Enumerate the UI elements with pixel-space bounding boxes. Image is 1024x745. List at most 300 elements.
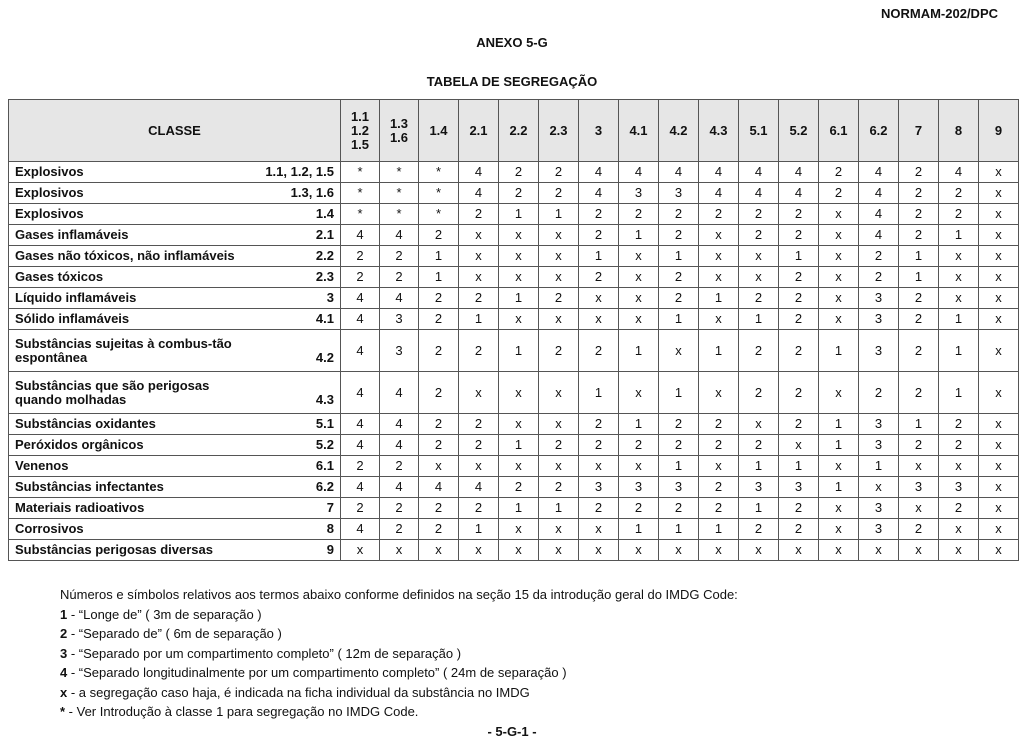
segregation-value-cell: x — [979, 225, 1019, 246]
segregation-value-cell: 2 — [579, 498, 619, 519]
segregation-value-cell: x — [579, 540, 619, 561]
segregation-value-cell: 2 — [539, 288, 579, 309]
segregation-value-cell: 1 — [939, 372, 979, 414]
segregation-value-cell: 4 — [619, 162, 659, 183]
segregation-value-cell: x — [739, 414, 779, 435]
segregation-value-cell: x — [819, 519, 859, 540]
class-number: 3 — [326, 290, 334, 305]
segregation-value-cell: 2 — [819, 183, 859, 204]
segregation-value-cell: 2 — [459, 330, 499, 372]
segregation-value-cell: 2 — [939, 204, 979, 225]
segregation-value-cell: 1 — [939, 309, 979, 330]
class-name-cell — [9, 435, 341, 456]
segregation-value-cell: 1 — [899, 246, 939, 267]
segregation-value-cell: x — [659, 330, 699, 372]
segregation-value-cell: x — [419, 540, 459, 561]
segregation-value-cell: 2 — [739, 519, 779, 540]
segregation-value-cell: x — [819, 246, 859, 267]
segregation-value-cell: 2 — [779, 498, 819, 519]
table-title: TABELA DE SEGREGAÇÃO — [426, 74, 598, 89]
segregation-value-cell: 2 — [459, 204, 499, 225]
legend-key: 3 — [60, 645, 68, 661]
segregation-value-cell: 1 — [739, 309, 779, 330]
legend-text: - “Longe de” ( 3m de separação ) — [67, 606, 262, 622]
segregation-value-cell: 1 — [939, 225, 979, 246]
segregation-value-cell: * — [380, 204, 419, 225]
segregation-value-cell: 2 — [699, 204, 739, 225]
class-number: 1.4 — [315, 206, 334, 221]
segregation-value-cell: x — [819, 204, 859, 225]
segregation-value-cell: x — [459, 540, 499, 561]
segregation-value-cell: 4 — [419, 477, 459, 498]
segregation-value-cell: x — [979, 477, 1019, 498]
segregation-value-cell: 2 — [779, 288, 819, 309]
segregation-value-cell: x — [380, 540, 419, 561]
segregation-value-cell: x — [819, 498, 859, 519]
segregation-value-cell: 2 — [739, 372, 779, 414]
segregation-value-cell: 2 — [419, 225, 459, 246]
class-name: Materiais radioativos — [15, 500, 145, 515]
segregation-value-cell: 2 — [939, 435, 979, 456]
segregation-value-cell: 2 — [459, 435, 499, 456]
table-row — [9, 330, 1019, 372]
segregation-value-cell: 2 — [380, 498, 419, 519]
legend-item — [60, 702, 738, 722]
segregation-value-cell: 4 — [859, 183, 899, 204]
segregation-value-cell: 2 — [579, 267, 619, 288]
segregation-value-cell: 4 — [459, 162, 499, 183]
segregation-value-cell: * — [419, 204, 459, 225]
legend-item — [60, 605, 738, 625]
segregation-value-cell: 2 — [419, 435, 459, 456]
class-name: Explosivos — [15, 164, 84, 179]
segregation-value-cell: x — [499, 456, 539, 477]
segregation-value-cell: x — [979, 519, 1019, 540]
segregation-value-cell: 2 — [539, 162, 579, 183]
segregation-value-cell: 2 — [899, 225, 939, 246]
segregation-value-cell: x — [979, 435, 1019, 456]
segregation-value-cell: x — [579, 288, 619, 309]
class-name-cell — [9, 456, 341, 477]
segregation-value-cell: x — [699, 246, 739, 267]
segregation-value-cell: 1 — [619, 225, 659, 246]
segregation-value-cell: 2 — [539, 183, 579, 204]
segregation-value-cell: 3 — [859, 519, 899, 540]
segregation-value-cell: 2 — [619, 435, 659, 456]
segregation-value-cell: x — [341, 540, 380, 561]
segregation-value-cell: 2 — [779, 225, 819, 246]
legend-item — [60, 644, 738, 664]
column-header: 2.1 — [459, 100, 499, 162]
segregation-value-cell: 2 — [899, 204, 939, 225]
segregation-value-cell: x — [979, 162, 1019, 183]
class-name-cell — [9, 162, 341, 183]
segregation-value-cell: 4 — [341, 372, 380, 414]
column-header: 6.1 — [819, 100, 859, 162]
segregation-value-cell: x — [859, 477, 899, 498]
segregation-value-cell: 1 — [499, 435, 539, 456]
segregation-value-cell: 4 — [739, 183, 779, 204]
column-header: 4.1 — [619, 100, 659, 162]
segregation-value-cell: x — [419, 456, 459, 477]
segregation-value-cell: x — [499, 519, 539, 540]
class-number: 7 — [326, 500, 334, 515]
segregation-value-cell: 3 — [859, 435, 899, 456]
legend-list — [60, 605, 738, 722]
segregation-value-cell: 4 — [380, 414, 419, 435]
segregation-value-cell: 2 — [459, 414, 499, 435]
segregation-value-cell: 3 — [779, 477, 819, 498]
segregation-value-cell: 2 — [779, 330, 819, 372]
segregation-value-cell: 4 — [380, 372, 419, 414]
segregation-value-cell: 2 — [539, 330, 579, 372]
table-header-row — [9, 100, 1019, 162]
segregation-value-cell: 2 — [699, 435, 739, 456]
segregation-value-cell: 2 — [380, 456, 419, 477]
segregation-value-cell: 2 — [579, 414, 619, 435]
segregation-value-cell: 2 — [341, 456, 380, 477]
class-name-cell — [9, 246, 341, 267]
class-name-cell — [9, 477, 341, 498]
segregation-value-cell: x — [979, 498, 1019, 519]
segregation-value-cell: x — [939, 540, 979, 561]
segregation-value-cell: 1 — [539, 204, 579, 225]
segregation-value-cell: 4 — [341, 477, 380, 498]
segregation-value-cell: * — [419, 183, 459, 204]
segregation-value-cell: x — [499, 540, 539, 561]
legend-item — [60, 663, 738, 683]
table-row — [9, 456, 1019, 477]
segregation-value-cell: 4 — [739, 162, 779, 183]
table-row — [9, 498, 1019, 519]
class-number: 6.1 — [315, 458, 334, 473]
segregation-value-cell: 1 — [499, 330, 539, 372]
segregation-value-cell: * — [341, 162, 380, 183]
segregation-value-cell: 2 — [419, 309, 459, 330]
segregation-value-cell: x — [539, 519, 579, 540]
segregation-value-cell: 2 — [619, 204, 659, 225]
segregation-table — [8, 99, 1019, 561]
segregation-value-cell: x — [979, 246, 1019, 267]
table-row — [9, 225, 1019, 246]
segregation-value-cell: 1 — [579, 372, 619, 414]
column-header: 2.3 — [539, 100, 579, 162]
segregation-value-cell: 4 — [380, 225, 419, 246]
legend-key: 1 — [60, 606, 68, 622]
segregation-value-cell: 1 — [739, 498, 779, 519]
segregation-value-cell: 2 — [899, 330, 939, 372]
segregation-value-cell: x — [939, 267, 979, 288]
segregation-value-cell: 2 — [341, 498, 380, 519]
segregation-value-cell: x — [979, 267, 1019, 288]
class-number: 4.2 — [315, 349, 334, 365]
segregation-value-cell: 3 — [739, 477, 779, 498]
segregation-value-cell: 2 — [341, 267, 380, 288]
segregation-value-cell: 4 — [659, 162, 699, 183]
segregation-value-cell: x — [979, 183, 1019, 204]
annex-title: ANEXO 5-G — [476, 35, 548, 50]
segregation-value-cell: 4 — [341, 435, 380, 456]
segregation-value-cell: x — [499, 225, 539, 246]
segregation-value-cell: 1 — [619, 330, 659, 372]
segregation-value-cell: 2 — [499, 162, 539, 183]
segregation-value-cell: 1 — [619, 519, 659, 540]
page-number: - 5-G-1 - — [487, 724, 537, 739]
segregation-value-cell: x — [619, 267, 659, 288]
segregation-value-cell: x — [619, 309, 659, 330]
segregation-value-cell: 3 — [859, 498, 899, 519]
table-row — [9, 477, 1019, 498]
class-name: Substâncias que são perigosas quando molhadas — [15, 377, 210, 407]
segregation-value-cell: x — [739, 540, 779, 561]
segregation-value-cell: 2 — [380, 246, 419, 267]
class-name: Peróxidos orgânicos — [15, 437, 144, 452]
class-name: Explosivos — [15, 185, 84, 200]
segregation-value-cell: 2 — [779, 309, 819, 330]
column-header: 1.1 1.2 1.5 — [341, 100, 380, 162]
class-number: 4.1 — [315, 311, 334, 326]
class-number: 1.1, 1.2, 1.5 — [265, 164, 334, 179]
legend-item — [60, 683, 738, 703]
segregation-value-cell: x — [619, 288, 659, 309]
class-number: 5.2 — [315, 437, 334, 452]
segregation-value-cell: 2 — [779, 519, 819, 540]
segregation-value-cell: 3 — [579, 477, 619, 498]
segregation-value-cell: 2 — [380, 267, 419, 288]
segregation-value-cell: x — [619, 372, 659, 414]
segregation-value-cell: 2 — [539, 477, 579, 498]
class-name-cell — [9, 288, 341, 309]
segregation-value-cell: 1 — [659, 456, 699, 477]
segregation-value-cell: 4 — [341, 414, 380, 435]
segregation-value-cell: 2 — [419, 372, 459, 414]
document-code: NORMAM-202/DPC — [880, 6, 998, 21]
segregation-value-cell: 2 — [939, 498, 979, 519]
segregation-value-cell: x — [939, 456, 979, 477]
segregation-value-cell: 4 — [699, 162, 739, 183]
segregation-value-cell: 2 — [899, 519, 939, 540]
segregation-value-cell: x — [979, 456, 1019, 477]
class-number: 1.3, 1.6 — [290, 185, 334, 200]
segregation-value-cell: x — [539, 414, 579, 435]
class-number: 4.3 — [315, 391, 334, 407]
segregation-value-cell: x — [819, 309, 859, 330]
segregation-value-cell: 1 — [779, 456, 819, 477]
segregation-value-cell: x — [779, 435, 819, 456]
segregation-value-cell: x — [459, 246, 499, 267]
segregation-value-cell: 1 — [419, 246, 459, 267]
class-name: Sólido inflamáveis — [15, 311, 130, 326]
legend-notes — [60, 585, 738, 722]
segregation-value-cell: x — [579, 456, 619, 477]
legend-key: * — [60, 704, 66, 719]
class-name-cell — [9, 309, 341, 330]
class-name: Gases tóxicos — [15, 269, 104, 284]
segregation-value-cell: 4 — [341, 225, 380, 246]
segregation-value-cell: x — [499, 414, 539, 435]
class-number: 8 — [326, 521, 334, 536]
segregation-value-cell: 1 — [779, 246, 819, 267]
segregation-value-cell: 2 — [659, 267, 699, 288]
column-header: 1.3 1.6 — [380, 100, 419, 162]
segregation-value-cell: 2 — [579, 225, 619, 246]
segregation-value-cell: x — [699, 456, 739, 477]
segregation-value-cell: 2 — [779, 372, 819, 414]
segregation-value-cell: 2 — [419, 519, 459, 540]
column-header: 9 — [979, 100, 1019, 162]
segregation-value-cell: x — [579, 519, 619, 540]
segregation-value-cell: x — [819, 288, 859, 309]
legend-text: - “Separado longitudinalmente por um compartimento completo” ( 24m de separação ) — [67, 665, 567, 680]
legend-key: 2 — [60, 626, 68, 641]
legend-text: - “Separado de” ( 6m de separação ) — [67, 626, 282, 641]
class-name-cell — [9, 498, 341, 519]
column-header: 6.2 — [859, 100, 899, 162]
segregation-value-cell: 4 — [779, 162, 819, 183]
class-number: 2.3 — [315, 269, 334, 284]
segregation-value-cell: x — [499, 246, 539, 267]
table-row — [9, 246, 1019, 267]
table-row — [9, 309, 1019, 330]
legend-text: - “Separado por um compartimento completo” ( 12m de separação ) — [67, 645, 462, 661]
segregation-value-cell: 1 — [659, 519, 699, 540]
class-name-cell — [9, 267, 341, 288]
segregation-value-cell: 2 — [499, 477, 539, 498]
table-body — [9, 162, 1019, 561]
class-number: 9 — [326, 542, 334, 557]
segregation-value-cell: 2 — [739, 204, 779, 225]
segregation-value-cell: x — [979, 540, 1019, 561]
segregation-value-cell: 2 — [419, 414, 459, 435]
segregation-value-cell: 4 — [380, 435, 419, 456]
segregation-value-cell: 2 — [899, 372, 939, 414]
segregation-value-cell: 2 — [779, 204, 819, 225]
segregation-value-cell: x — [579, 309, 619, 330]
segregation-value-cell: 1 — [859, 456, 899, 477]
segregation-value-cell: 4 — [699, 183, 739, 204]
segregation-value-cell: 1 — [819, 477, 859, 498]
segregation-value-cell: x — [499, 309, 539, 330]
segregation-value-cell: 2 — [899, 183, 939, 204]
segregation-value-cell: x — [699, 372, 739, 414]
table-row — [9, 288, 1019, 309]
segregation-value-cell: x — [459, 456, 499, 477]
segregation-value-cell: 3 — [380, 330, 419, 372]
segregation-value-cell: 1 — [819, 435, 859, 456]
segregation-value-cell: 2 — [341, 246, 380, 267]
segregation-value-cell: 1 — [579, 246, 619, 267]
segregation-value-cell: x — [899, 456, 939, 477]
column-header: 5.1 — [739, 100, 779, 162]
segregation-value-cell: 2 — [419, 288, 459, 309]
class-name: Corrosivos — [15, 521, 84, 536]
segregation-value-cell: 4 — [459, 477, 499, 498]
segregation-value-cell: 2 — [819, 162, 859, 183]
segregation-value-cell: 1 — [699, 330, 739, 372]
segregation-value-cell: 2 — [739, 288, 779, 309]
segregation-value-cell: 1 — [899, 414, 939, 435]
segregation-value-cell: x — [459, 225, 499, 246]
segregation-value-cell: 2 — [499, 183, 539, 204]
segregation-value-cell: x — [819, 225, 859, 246]
segregation-value-cell: 2 — [699, 414, 739, 435]
segregation-value-cell: 2 — [659, 435, 699, 456]
segregation-value-cell: 1 — [659, 309, 699, 330]
class-name-cell — [9, 183, 341, 204]
table-row — [9, 204, 1019, 225]
segregation-value-cell: x — [779, 540, 819, 561]
segregation-value-cell: 3 — [659, 183, 699, 204]
segregation-value-cell: x — [699, 309, 739, 330]
column-header: 1.4 — [419, 100, 459, 162]
segregation-value-cell: 2 — [659, 225, 699, 246]
segregation-value-cell: x — [459, 372, 499, 414]
segregation-value-cell: 1 — [819, 414, 859, 435]
segregation-value-cell: 2 — [899, 162, 939, 183]
table-row — [9, 414, 1019, 435]
class-name: Substâncias infectantes — [15, 479, 164, 494]
segregation-value-cell: x — [539, 456, 579, 477]
segregation-value-cell: 1 — [739, 456, 779, 477]
segregation-value-cell: 2 — [380, 519, 419, 540]
segregation-value-cell: 3 — [859, 330, 899, 372]
segregation-value-cell: x — [939, 246, 979, 267]
segregation-value-cell: x — [819, 372, 859, 414]
segregation-value-cell: 4 — [939, 162, 979, 183]
segregation-value-cell: 2 — [619, 498, 659, 519]
segregation-value-cell: x — [979, 288, 1019, 309]
segregation-value-cell: 2 — [579, 204, 619, 225]
table-row — [9, 183, 1019, 204]
class-name-cell — [9, 330, 341, 372]
segregation-value-cell: 1 — [939, 330, 979, 372]
segregation-value-cell: x — [539, 309, 579, 330]
segregation-value-cell: 3 — [659, 477, 699, 498]
class-name: Líquido inflamáveis — [15, 290, 137, 305]
segregation-value-cell: x — [619, 246, 659, 267]
segregation-value-cell: 1 — [659, 372, 699, 414]
legend-key: x — [60, 684, 68, 700]
segregation-value-cell: * — [380, 183, 419, 204]
table-row — [9, 162, 1019, 183]
segregation-value-cell: 2 — [539, 435, 579, 456]
segregation-value-cell: 2 — [659, 498, 699, 519]
segregation-value-cell: 1 — [699, 288, 739, 309]
segregation-value-cell: x — [979, 204, 1019, 225]
segregation-value-cell: 1 — [459, 309, 499, 330]
segregation-value-cell: 2 — [659, 204, 699, 225]
segregation-value-cell: 2 — [859, 267, 899, 288]
segregation-value-cell: x — [499, 267, 539, 288]
segregation-value-cell: x — [939, 288, 979, 309]
segregation-value-cell: 4 — [459, 183, 499, 204]
class-name-cell — [9, 204, 341, 225]
segregation-value-cell: x — [979, 330, 1019, 372]
segregation-value-cell: 2 — [739, 225, 779, 246]
segregation-value-cell: 3 — [619, 477, 659, 498]
segregation-value-cell: x — [939, 519, 979, 540]
column-header: 2.2 — [499, 100, 539, 162]
segregation-value-cell: x — [539, 540, 579, 561]
segregation-value-cell: 4 — [579, 162, 619, 183]
table-row — [9, 435, 1019, 456]
segregation-value-cell: x — [539, 372, 579, 414]
segregation-value-cell: 2 — [779, 414, 819, 435]
segregation-value-cell: x — [899, 498, 939, 519]
segregation-value-cell: 1 — [459, 519, 499, 540]
segregation-value-cell: 2 — [859, 372, 899, 414]
class-name: Gases inflamáveis — [15, 227, 129, 242]
